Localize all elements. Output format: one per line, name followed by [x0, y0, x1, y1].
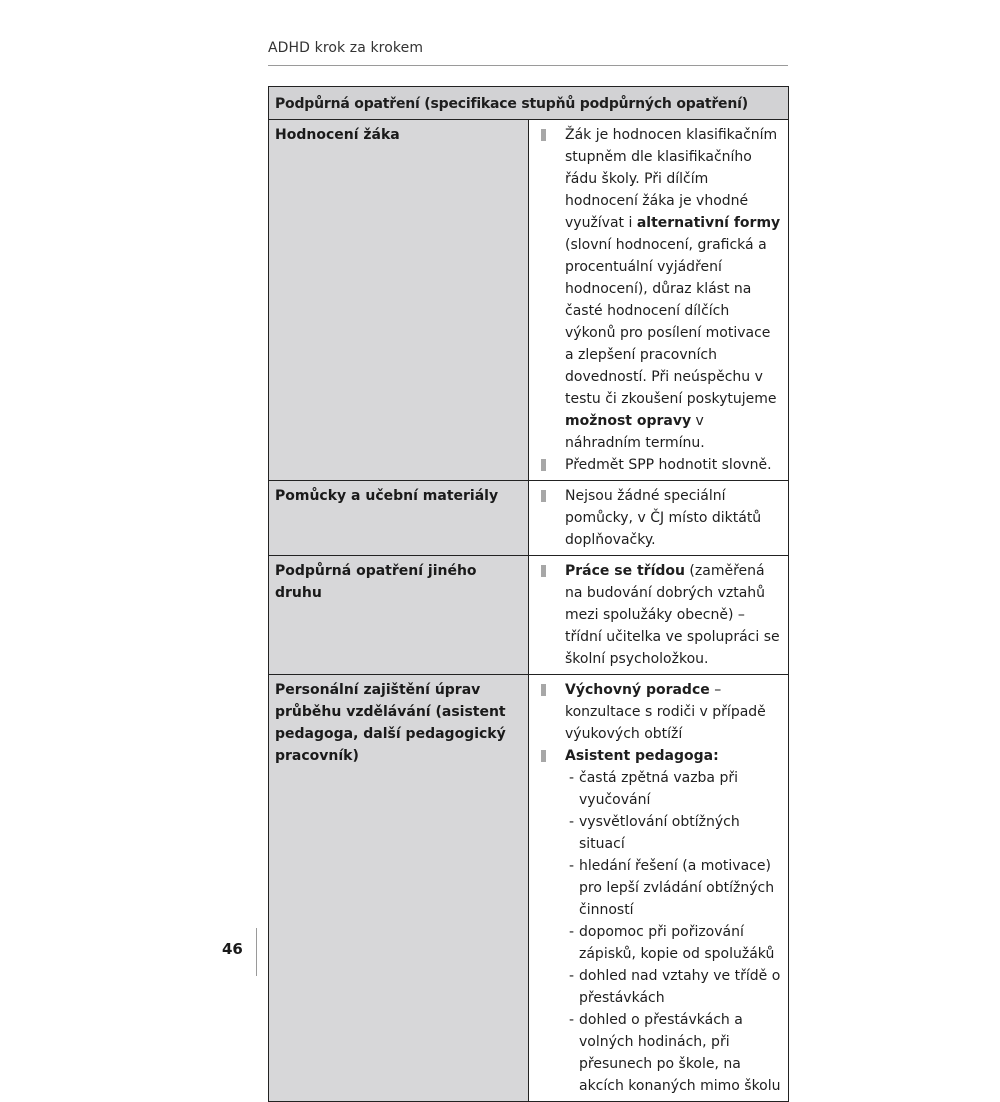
- table-row: [269, 675, 789, 1102]
- support-measures-table: [268, 86, 789, 1102]
- table-row: [269, 481, 789, 556]
- item-text: v náhradním termínu.: [565, 413, 705, 451]
- item-text: Žák je hodnocen klasifikačním stupněm dle klasifikačního řádu školy. Při dílčím hodnocení žáka je vhodné využívat i: [565, 127, 778, 231]
- item-text: Předmět SPP hodnotit slovně.: [565, 457, 772, 473]
- row-body-staffing: [529, 675, 789, 1102]
- list-item: [535, 454, 782, 476]
- list-item: [535, 124, 782, 454]
- square-bullet-icon: [541, 129, 546, 141]
- dash-bullet-icon: -: [569, 1012, 575, 1028]
- page-number: 46: [222, 940, 243, 958]
- row-head-other-measures: Podpůrná opatření jiného druhu: [269, 556, 529, 675]
- dash-bullet-icon: -: [569, 770, 575, 786]
- sub-item-text: vysvětlování obtížných situací: [579, 814, 740, 852]
- row-head-aids: Pomůcky a učební materiály: [269, 481, 529, 556]
- table-title-row: [269, 87, 789, 120]
- sub-list-item: [535, 811, 782, 855]
- sub-list-item: [535, 921, 782, 965]
- square-bullet-icon: [541, 490, 546, 502]
- list-item: [535, 485, 782, 551]
- list-item: [535, 745, 782, 767]
- item-bold-text: Asistent pedagoga:: [565, 748, 719, 764]
- item-text: (zaměřená na budování dobrých vztahů mezi spolužáky obecně) – třídní učitelka ve spolupráci se školní psycholožkou.: [565, 563, 780, 667]
- table-row: [269, 120, 789, 481]
- item-text: Nejsou žádné speciální pomůcky, v ČJ místo diktátů doplňovačky.: [565, 488, 762, 548]
- running-head: ADHD krok za krokem: [268, 40, 424, 56]
- sub-item-text: častá zpětná vazba při vyučování: [579, 770, 738, 808]
- table-row: [269, 556, 789, 675]
- sub-list-item: [535, 855, 782, 921]
- sub-item-text: hledání řešení (a motivace) pro lepší zvládání obtížných činností: [579, 858, 775, 918]
- dash-bullet-icon: -: [569, 924, 575, 940]
- square-bullet-icon: [541, 750, 546, 762]
- square-bullet-icon: [541, 684, 546, 696]
- item-bold-text: Výchovný poradce: [565, 682, 710, 698]
- row-body-assessment: [529, 120, 789, 481]
- sub-list-item: [535, 965, 782, 1009]
- sub-list-item: [535, 767, 782, 811]
- item-bold-text: možnost opravy: [565, 413, 692, 429]
- header-rule: [268, 65, 788, 66]
- sub-list-item: [535, 1009, 782, 1097]
- square-bullet-icon: [541, 565, 546, 577]
- square-bullet-icon: [541, 459, 546, 471]
- list-item: [535, 679, 782, 745]
- row-body-aids: [529, 481, 789, 556]
- dash-bullet-icon: -: [569, 858, 575, 874]
- row-body-other-measures: [529, 556, 789, 675]
- row-head-assessment: Hodnocení žáka: [269, 120, 529, 481]
- table-title: Podpůrná opatření (specifikace stupňů podpůrných opatření): [269, 87, 789, 120]
- item-text: (slovní hodnocení, grafická a procentuální vyjádření hodnocení), důraz klást na časté hodnocení dílčích výkonů pro posílení motivace a zlepšení pracovních dovedností. Při neúspěchu v testu či zkoušení poskytujeme: [565, 237, 777, 407]
- item-bold-text: alternativní formy: [636, 215, 781, 231]
- list-item: [535, 560, 782, 670]
- sub-item-text: dopomoc při pořizování zápisků, kopie od spolužáků: [579, 924, 775, 962]
- dash-bullet-icon: -: [569, 968, 575, 984]
- item-text: – konzultace s rodiči v případě výukových obtíží: [565, 682, 766, 742]
- row-head-staffing: Personální zajištění úprav průběhu vzdělávání (asistent pedagoga, další pedagogický pracovník): [269, 675, 529, 1102]
- sub-item-text: dohled nad vztahy ve třídě o přestávkách: [579, 968, 781, 1006]
- dash-bullet-icon: -: [569, 814, 575, 830]
- sub-item-text: dohled o přestávkách a volných hodinách, při přesunech po škole, na akcích konaných mimo školu: [579, 1012, 781, 1094]
- item-bold-text: Práce se třídou: [565, 563, 685, 579]
- page-number-rule: [256, 928, 257, 976]
